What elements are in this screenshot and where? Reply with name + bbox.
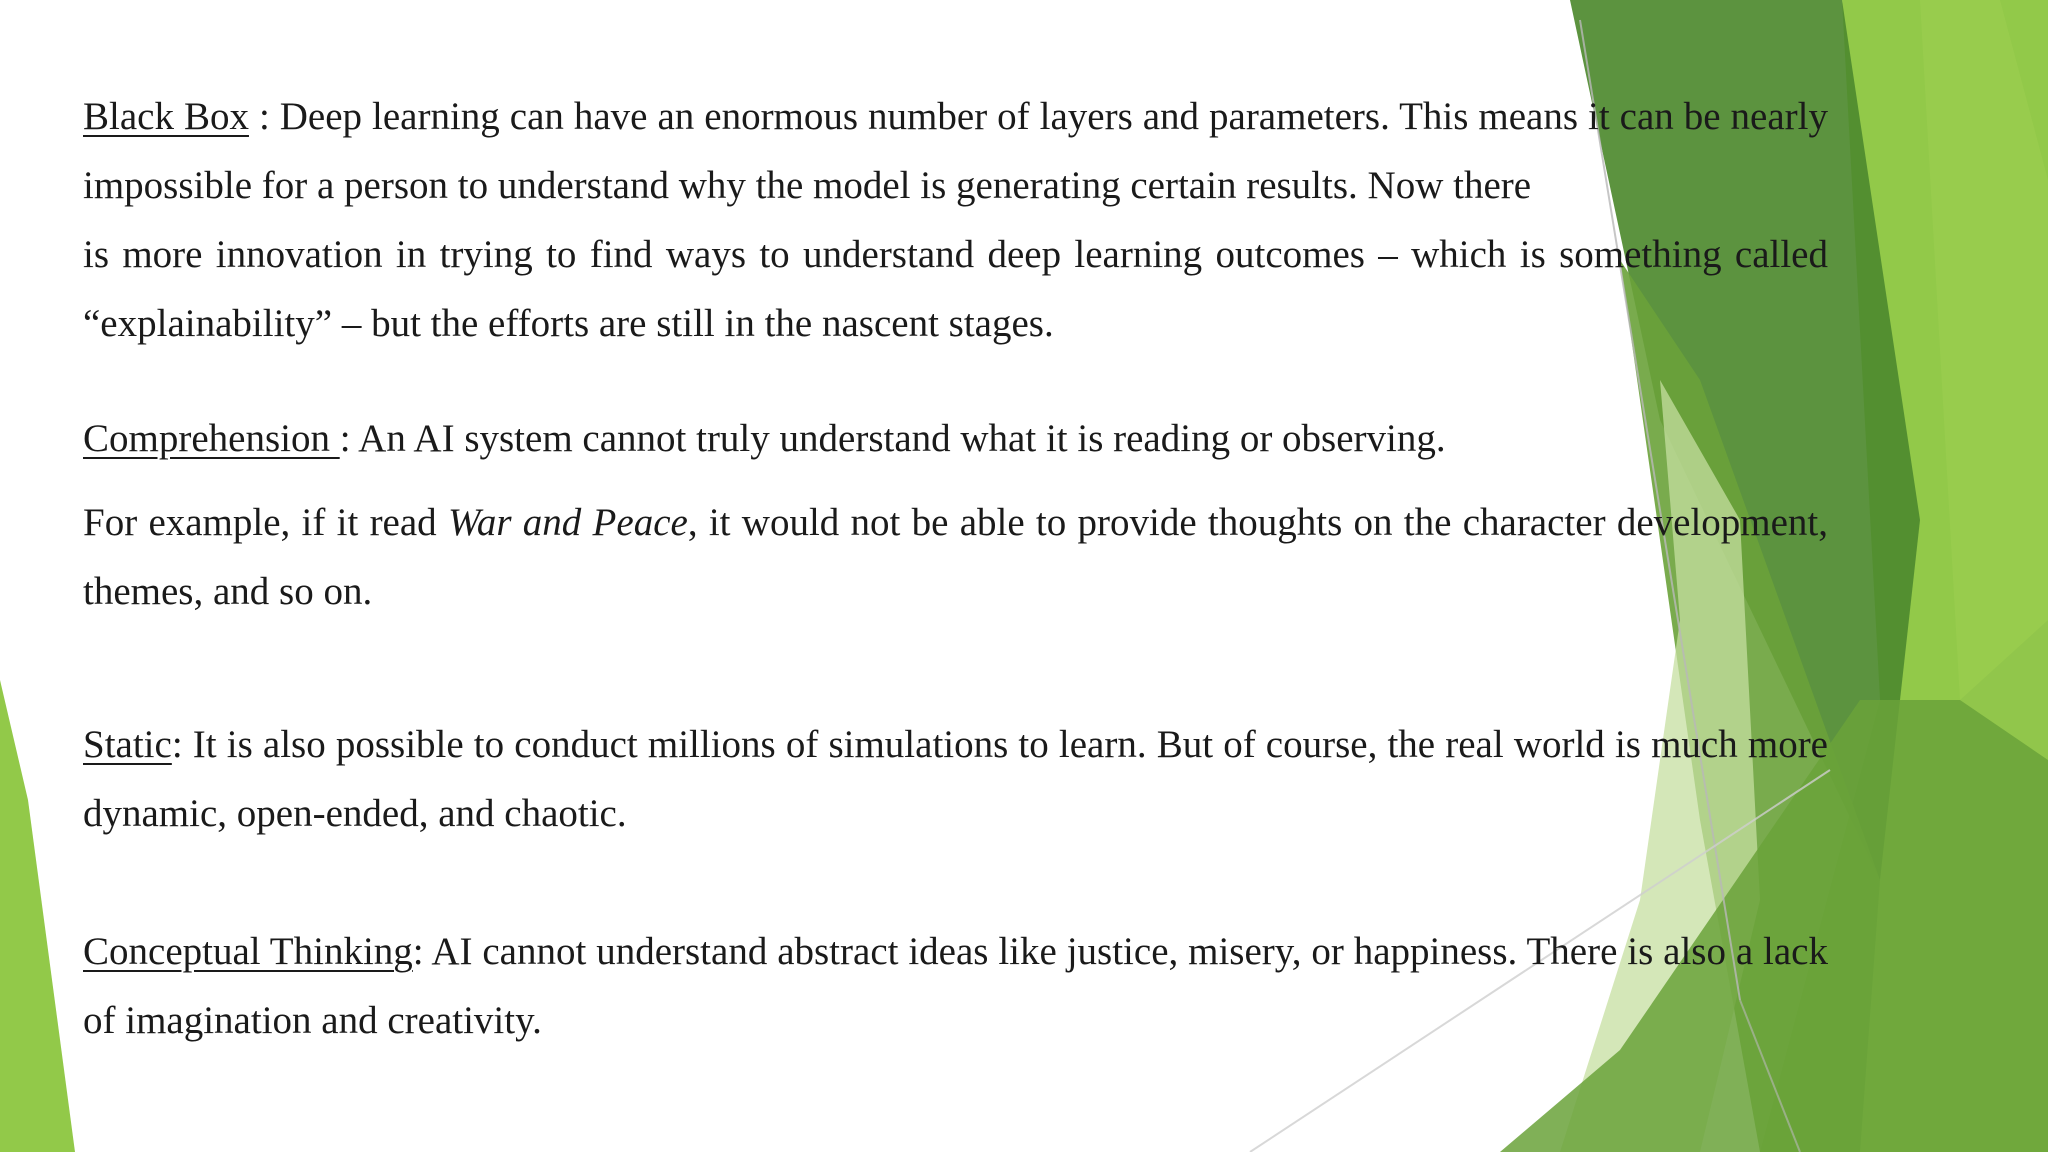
example-text-after: , it would not be able to provide thoughts on the character development, themes, and so on. bbox=[83, 501, 1829, 613]
comprehension-term: Comprehension bbox=[83, 417, 340, 460]
static-term: Static bbox=[83, 723, 172, 766]
conceptual-thinking-term: Conceptual Thinking bbox=[83, 930, 413, 973]
example-text-before: For example, if it read bbox=[83, 501, 448, 544]
static-paragraph bbox=[83, 710, 1828, 848]
static-text: : It is also possible to conduct millions of simulations to learn. But of course, the real world is much more dynamic, open-ended, and chaotic. bbox=[83, 723, 1828, 835]
black-box-term: Black Box bbox=[83, 95, 249, 138]
left-edge-facet bbox=[0, 680, 75, 1152]
book-title: War and Peace bbox=[447, 501, 688, 544]
example-paragraph bbox=[83, 488, 1828, 626]
black-box-continuation bbox=[83, 220, 1828, 358]
conceptual-thinking-paragraph bbox=[83, 917, 1828, 1055]
black-box-paragraph bbox=[83, 82, 1828, 220]
comprehension-paragraph bbox=[83, 404, 1828, 473]
black-box-text-continued: is more innovation in trying to find ways to understand deep learning outcomes – which is something called “explainability” – but the efforts are still in the nascent stages. bbox=[83, 233, 1828, 345]
conceptual-thinking-text: : AI cannot understand abstract ideas like justice, misery, or happiness. There is also a lack of imagination and creativity. bbox=[83, 930, 1828, 1042]
black-box-text: : Deep learning can have an enormous number of layers and parameters. This means it can be nearly impossible for a person to understand why the model is generating certain results. Now there bbox=[83, 95, 1828, 207]
comprehension-text: : An AI system cannot truly understand what it is reading or observing. bbox=[339, 417, 1446, 460]
